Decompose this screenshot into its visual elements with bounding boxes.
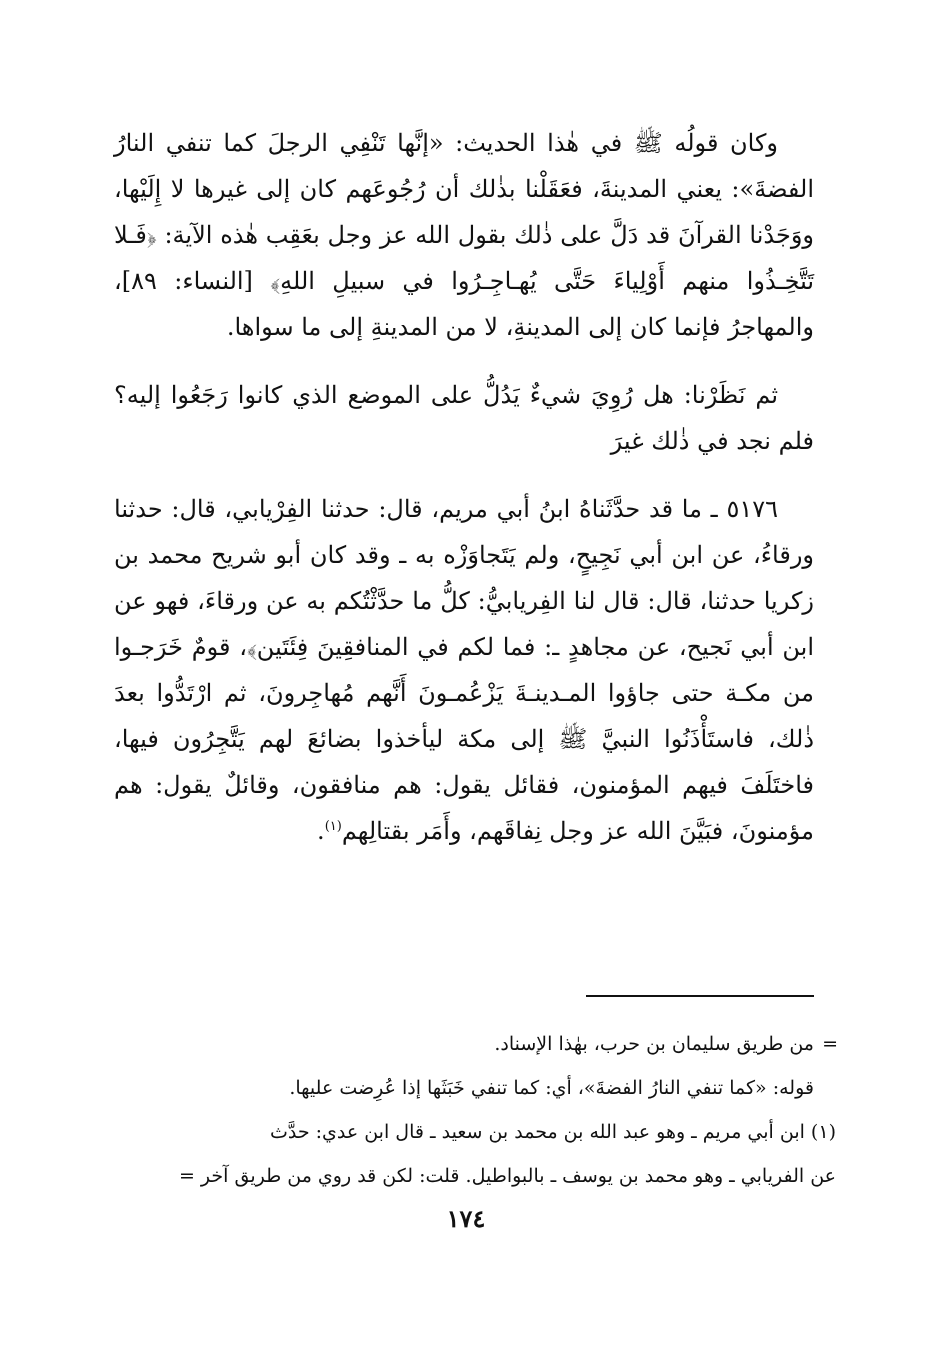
- footnote-line-1: من طريق سليمان بن حرب، بهٰذا الإسناد.: [494, 1033, 814, 1055]
- footnote-separator: [586, 995, 814, 997]
- main-text: [114, 120, 814, 854]
- closing-period: .: [317, 817, 325, 845]
- footnotes: [114, 1022, 836, 1198]
- paragraph-inquiry: ثم نَظَرْنا: هل رُوِيَ شيءٌ يَدُلُّ على الموضع الذي كانوا رَجَعُوا إليه؟ فلم نجد في ذٰلك غيرَ: [114, 381, 814, 455]
- footnote-line-2-text: قوله: «كما تنفي النارُ الفضةَ»، أي: كما تنفي خَبَثَها إذا عُرِضت عليها.: [289, 1077, 814, 1099]
- paragraph-hadith-commentary: وكان قولُه ﷺ في هٰذا الحديث: «إنَّها تَنْفِي الرجلَ كما تنفي النارُ الفضةَ»: يعني المدينةَ، فعَقَلْنا بذٰلك أن رُجُوعَهم كان إلى غيرها لا إِلَيْها، ووَجَدْنا القرآنَ قد دَلَّ على ذٰلك بقول الله عز وجل بعَقِب هٰذه الآية: ﴿فَـلا تَتَّخِـذُوا منهم أَوْلِياءَ حَتَّى يُهـاجِـرُوا في سبيلِ اللهِ﴾ [النساء: ٨٩]، والمهاجرُ فإنما كان إلى المدينةِ، لا من المدينةِ إلى ما سواها.: [114, 129, 814, 341]
- footnote-1: (١) ابن أبي مريم ـ وهو عبد الله بن محمد بن سعيد ـ قال ابن عدي: حدَّث: [269, 1121, 836, 1143]
- hadith-5176-text: ٥١٧٦ ـ ما قد حدَّثَناهُ ابنُ أبي مريم، قال: حدثنا الفِرْيابي، قال: حدثنا ورقاءُ، عن ابن أبي نَجِيحٍ، ولم يَتَجاوَزْه به ـ وقد كان أبو شريح محمد بن زكريا حدثنا، قال: قال لنا الفِريابيُّ: كلُّ ما حدَّثْتُكم به عن ورقاءَ، فهو عن ابن أبي نَجيح، عن مجاهدٍ ـ: فما لكم في المنافقِينَ فِئَتَين﴾، قومٌ خَرَجـوا من مكـة حتى جاؤوا المـدينـةَ يَزْعُمـونَ أَنَّهم مُهاجِرونَ، ثم ارْتَدُّوا بعدَ ذٰلك، فاستَأْذَنُوا النبيَّ ﷺ إلى مكة ليأخذوا بضائعَ لهم يَتَّجِرُون فيها، فاختَلَفَ فيهم المؤمنون، فقائل يقول: هم منافقون، وقائلٌ يقول: هم مؤمنونَ، فبَيَّنَ الله عز وجل نِفاقَهم، وأَمَر بقتالِهم: [114, 495, 814, 845]
- footnote-continued: [114, 1022, 836, 1066]
- page-number: ١٧٤: [446, 1204, 486, 1233]
- continuation-mark: =: [822, 1033, 838, 1055]
- footnote-reference[interactable]: (١): [324, 819, 342, 834]
- footnote-1-continued: عن الفريابي ـ وهو محمد بن يوسف ـ بالبواطيل. قلت: لكن قد روي من طريق آخر =: [178, 1165, 836, 1187]
- footnote-line-2: [114, 1066, 836, 1110]
- paragraph-hadith-5176: [114, 486, 814, 854]
